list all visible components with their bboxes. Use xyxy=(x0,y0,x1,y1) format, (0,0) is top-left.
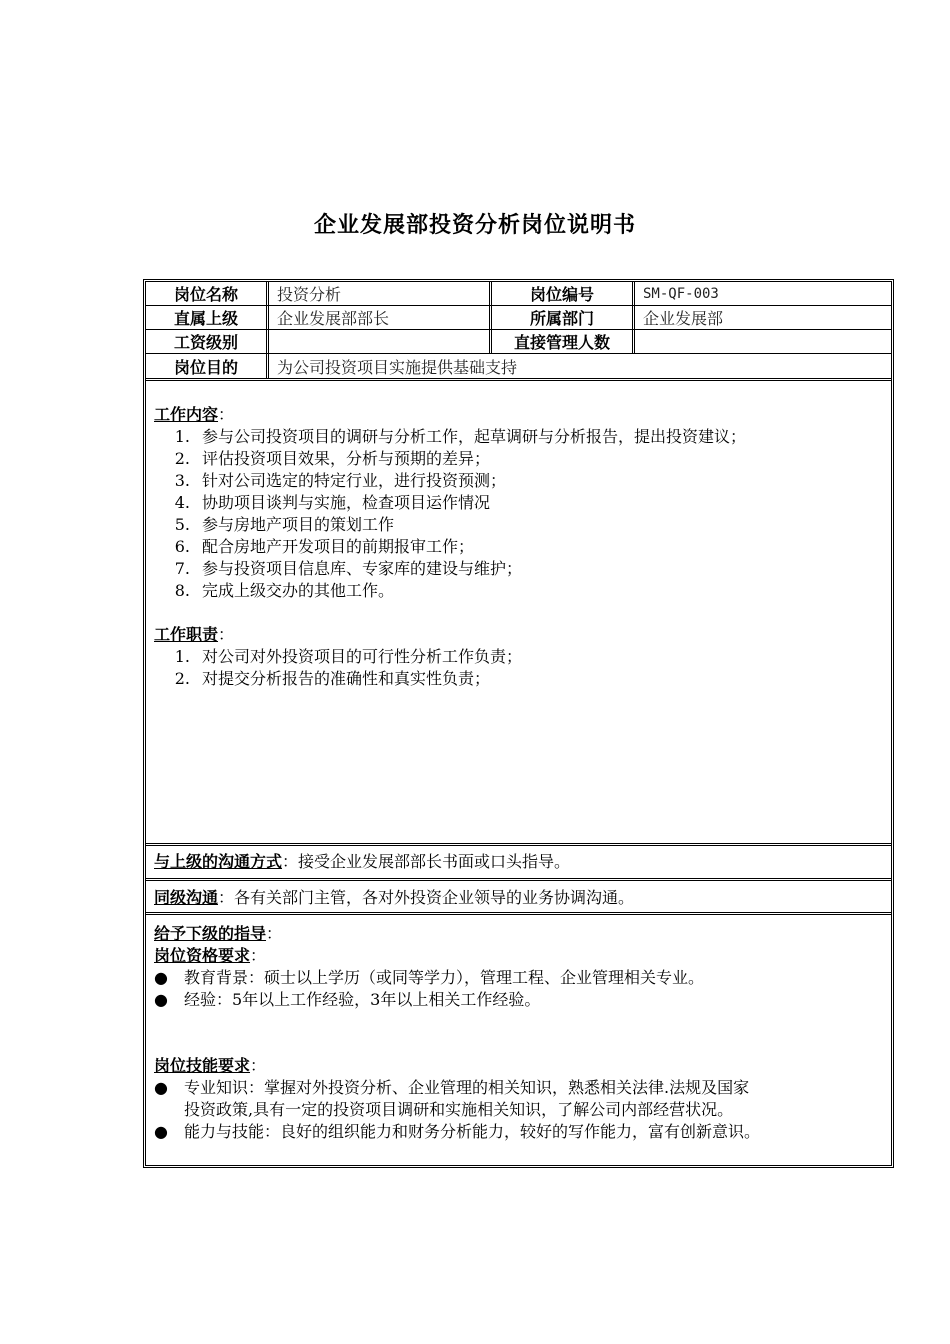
position-name-label: 岗位名称 xyxy=(173,285,238,304)
row-purpose xyxy=(146,354,891,378)
row-position-name xyxy=(146,282,891,306)
job-description-table xyxy=(143,279,894,1168)
position-code-label: 岗位编号 xyxy=(529,285,594,304)
list-item-continuation: 投资政策,具有一定的投资项目调研和实施相关知识，了解公司内部经营状况。 xyxy=(184,1100,734,1119)
guidance-heading: 给予下级的指导 xyxy=(154,924,267,943)
list-item: 7. 参与投资项目信息库、专家库的建设与维护； xyxy=(174,559,523,578)
list-item: 1. 参与公司投资项目的调研与分析工作，起草调研与分析报告，提出投资建议； xyxy=(174,427,747,446)
direct-reports-label: 直接管理人数 xyxy=(513,333,610,352)
communication-up-heading: 与上级的沟通方式 xyxy=(154,852,283,871)
list-item: 3. 针对公司选定的特定行业，进行投资预测； xyxy=(174,471,507,490)
list-item: ● 教育背景：硕士以上学历（或同等学力），管理工程、企业管理相关专业。 xyxy=(154,968,705,987)
list-item: ● 专业知识：掌握对外投资分析、企业管理的相关知识，熟悉相关法律.法规及国家 xyxy=(154,1078,750,1097)
position-name-value: 投资分析 xyxy=(277,285,342,304)
list-item: 6. 配合房地产开发项目的前期报审工作； xyxy=(174,537,475,556)
bullet-icon: ● xyxy=(154,990,168,1009)
direct-reports-value xyxy=(635,330,891,353)
communication-peer-heading: 同级沟通 xyxy=(154,888,219,907)
guidance-section: 给予下级的指导： 岗位资格要求： ● 教育背景：硕士以上学历（或同等学力），管理工程、企业管理相关专业。 ● 经验：5年以上工作经验，3年以上相关工作经验。 岗位技能要求： ● 专业知识：掌握对外投资分析、企业管理的相关知识，熟悉相关法律.法规及国家 投资政策,具有一定的投资项目调研和实施相关知识，了解公司内部经营状况。 ● 能力与技能：良好的组织能力和财务分析能力，较好的写作能力，富有创新意识。 xyxy=(154,923,879,1143)
bullet-icon: ● xyxy=(154,968,168,987)
bullet-icon: ● xyxy=(154,1078,168,1097)
document-title: 企业发展部投资分析岗位说明书 xyxy=(313,213,636,238)
superior-label: 直属上级 xyxy=(173,309,238,328)
communication-up-section: 与上级的沟通方式：接受企业发展部部长书面或口头指导。 xyxy=(154,852,571,871)
department-value: 企业发展部 xyxy=(643,309,724,328)
skills-heading: 岗位技能要求 xyxy=(154,1056,251,1075)
row-superior xyxy=(146,306,891,330)
bullet-icon: ● xyxy=(154,1122,168,1141)
responsibilities-section: 工作职责： 1. 对公司对外投资项目的可行性分析工作负责； 2. 对提交分析报告的准确性和真实性负责； xyxy=(154,625,523,688)
communication-peer-section: 同级沟通：各有关部门主管，各对外投资企业领导的业务协调沟通。 xyxy=(154,888,635,907)
list-item: 2. 对提交分析报告的准确性和真实性负责； xyxy=(174,669,491,688)
list-item: 4. 协助项目谈判与实施，检查项目运作情况 xyxy=(174,493,491,512)
salary-level-label: 工资级别 xyxy=(173,333,238,352)
purpose-value: 为公司投资项目实施提供基础支持 xyxy=(277,357,518,377)
department-label: 所属部门 xyxy=(529,309,594,328)
superior-value: 企业发展部部长 xyxy=(277,309,390,328)
purpose-label: 岗位目的 xyxy=(173,357,238,377)
list-item: 5. 参与房地产项目的策划工作 xyxy=(174,515,395,534)
work-content-section: 工作内容： 1. 参与公司投资项目的调研与分析工作，起草调研与分析报告，提出投资建议； 2. 评估投资项目效果，分析与预期的差异； 3. 针对公司选定的特定行业，进行投资预测； 4. 协助项目谈判与实施，检查项目运作情况 5. 参与房地产项目的策划工作 6. 配合房地产开发项目的前期报审工作； 7. 参与投资项目信息库、专家库的建设与维护； 8. 完成上级交办的其他工作。 xyxy=(154,405,747,600)
qualifications-heading: 岗位资格要求 xyxy=(154,946,251,965)
salary-level-value xyxy=(269,330,489,353)
list-item: ● 能力与技能：良好的组织能力和财务分析能力，较好的写作能力，富有创新意识。 xyxy=(154,1122,761,1141)
row-salary-level xyxy=(146,330,891,354)
list-item: 8. 完成上级交办的其他工作。 xyxy=(174,581,395,600)
responsibilities-heading: 工作职责 xyxy=(154,625,219,644)
list-item: 1. 对公司对外投资项目的可行性分析工作负责； xyxy=(174,647,523,666)
list-item: ● 经验：5年以上工作经验，3年以上相关工作经验。 xyxy=(154,990,541,1009)
position-code-value: SM-QF-003 xyxy=(643,285,719,302)
work-content-heading: 工作内容 xyxy=(154,405,219,424)
list-item: 2. 评估投资项目效果，分析与预期的差异； xyxy=(174,449,491,468)
